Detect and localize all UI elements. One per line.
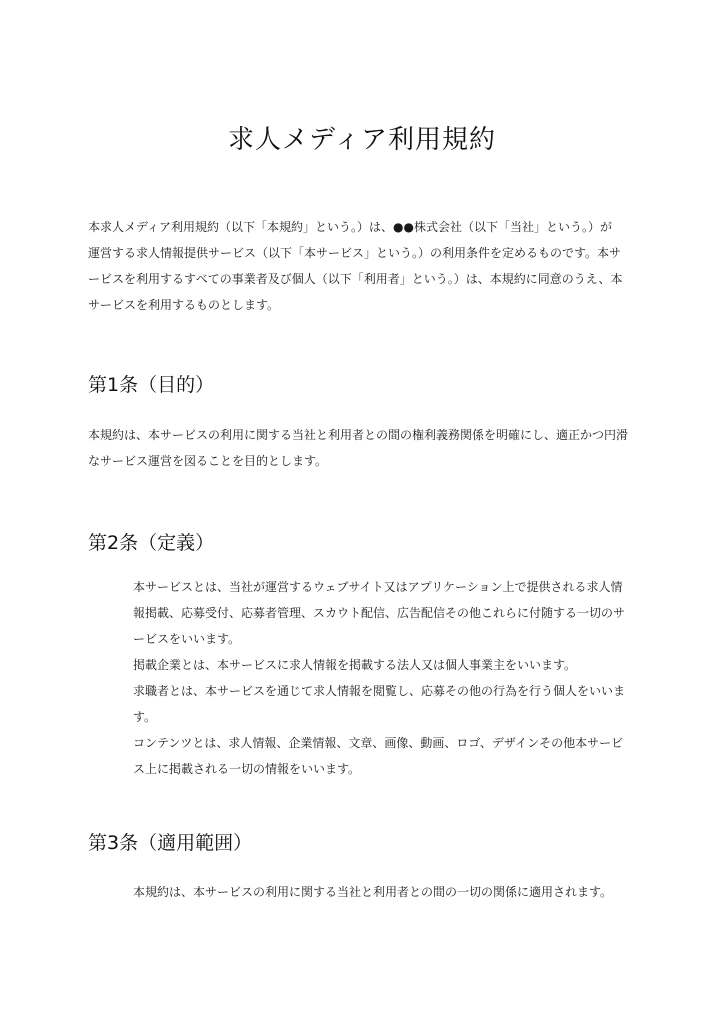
definition-line: コンテンツとは、求人情報、企業情報、文章、画像、動画、ロゴ、デザインその他本サービ <box>133 736 624 750</box>
intro-line: ービスを利用するすべての事業者及び個人（以下「利用者」という。）は、本規約に同意のうえ、本 <box>88 272 623 286</box>
definition-line: ス上に掲載される一切の情報をいいます。 <box>133 762 361 776</box>
intro-line: 本求人メディア利用規約（以下「本規約」という。）は、●●株式会社（以下「当社」という。）が <box>88 220 612 234</box>
article-1-line: なサービス運営を図ることを目的とします。 <box>88 454 328 468</box>
definition-line: 本サービスとは、当社が運営するウェブサイト又はアプリケーション上で提供される求人情 <box>133 580 623 594</box>
definition-line: ービスをいいます。 <box>133 632 241 646</box>
intro-line: サービスを利用するものとします。 <box>88 298 280 312</box>
definition-line: 求職者とは、本サービスを通じて求人情報を閲覧し、応募その他の行為を行う個人をいいま <box>133 684 626 698</box>
definition-line: 掲載企業とは、本サービスに求人情報を掲載する法人又は個人事業主をいいます。 <box>133 658 577 672</box>
article-2-definitions <box>133 574 625 782</box>
article-3-heading: 第3条（適用範囲） <box>88 832 253 854</box>
article-1-body <box>88 422 628 474</box>
article-1-heading: 第1条（目的） <box>88 374 215 396</box>
article-3-line: 本規約は、本サービスの利用に関する当社と利用者との間の一切の関係に適用されます。 <box>133 885 613 899</box>
article-3-body <box>133 879 612 905</box>
article-2-heading: 第2条（定義） <box>88 532 215 554</box>
definition-line: 報掲載、応募受付、応募者管理、スカウト配信、広告配信その他これらに付随する一切のサ <box>133 606 626 620</box>
article-1-line: 本規約は、本サービスの利用に関する当社と利用者との間の権利義務関係を明確にし、適正かつ円滑 <box>88 428 629 442</box>
intro-paragraph <box>88 214 622 318</box>
document-title: 求人メディア利用規約 <box>228 125 496 155</box>
definition-line: す。 <box>133 710 157 724</box>
intro-line: 運営する求人情報提供サービス（以下「本サービス」という。）の利用条件を定めるものです。本サ <box>88 246 622 260</box>
